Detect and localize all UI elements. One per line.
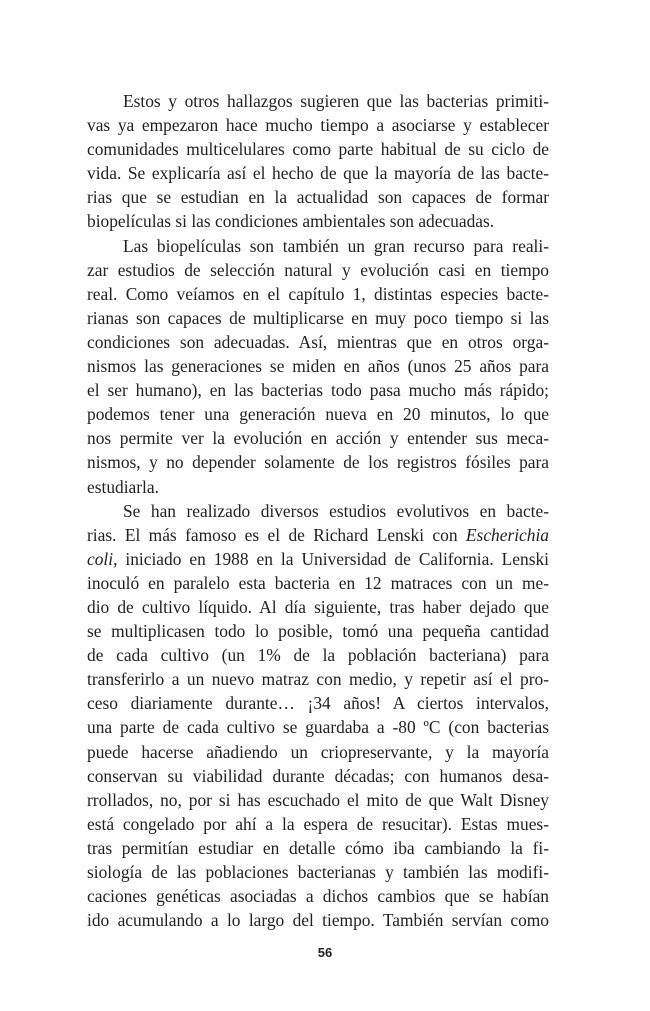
text-line: nos permite ver la evolución en acción y entender sus meca- [87, 428, 549, 449]
paragraph-1 [87, 89, 549, 234]
text-line: tras permitían estudiar en detalle cómo iba cambiando la fi- [87, 837, 549, 858]
text-line: real. Como veíamos en el capítulo 1, distintas especies bacte- [87, 283, 549, 304]
text-line: de cada cultivo (un 1% de la población bacteriana) para [87, 645, 549, 666]
text-line: inoculó en paralelo esta bacteria en 12 matraces con un me- [87, 572, 549, 593]
paragraph-3 [87, 499, 549, 933]
body-text [87, 89, 549, 932]
text-line: una parte de cada cultivo se guardaba a -80 ºC (con bacterias [87, 717, 549, 738]
text-line: dio de cultivo líquido. Al día siguiente, tras haber dejado que [87, 596, 549, 617]
text-line: ido acumulando a lo largo del tiempo. También servían como [87, 910, 549, 931]
text-run: , iniciado en 1988 en la Universidad de California. Lenski [113, 548, 549, 569]
text-line: está congelado por ahí a la espera de resucitar). Estas mues- [87, 813, 549, 834]
text-line: transferirlo a un nuevo matraz con medio, y repetir así el pro- [87, 669, 549, 690]
species-name-italic: coli [87, 548, 114, 569]
text-line: vida. Se explicaría así el hecho de que la mayoría de las bacte- [87, 163, 549, 184]
text-line: vas ya empezaron hace mucho tiempo a asociarse y establecer [87, 115, 549, 136]
text-line: ceso diariamente durante… ¡34 años! A ciertos intervalos, [87, 693, 549, 714]
text-line: condiciones son adecuadas. Así, mientras que en otros orga- [87, 331, 549, 352]
text-line: puede hacerse añadiendo un criopreservante, y la mayoría [87, 741, 549, 762]
text-line [87, 523, 549, 547]
text-line: rias que se estudian en la actualidad son capaces de formar [87, 187, 549, 208]
page-number: 56 [317, 945, 333, 960]
text-line: biopelículas si las condiciones ambientales son adecuadas. [87, 211, 495, 232]
text-line: siología de las poblaciones bacterianas y también las modifi- [87, 862, 549, 882]
text-line: nismos las generaciones se miden en años (unos 25 años para [87, 356, 549, 377]
text-line: conservan su viabilidad durante décadas; con humanos desa- [87, 765, 549, 786]
text-line: el ser humano), en las bacterias todo pasa mucho más rápido; [87, 380, 549, 401]
text-line: zar estudios de selección natural y evolución casi en tiempo [87, 259, 549, 280]
text-line: comunidades multicelulares como parte habitual de su ciclo de [87, 139, 549, 160]
text-run: rias. El más famoso es el de Richard Lenski con [87, 524, 466, 545]
text-line: rianas son capaces de multiplicarse en muy poco tiempo si las [87, 307, 549, 328]
text-line: caciones genéticas asociadas a dichos cambios que se habían [87, 886, 549, 907]
text-line: nismos, y no depender solamente de los registros fósiles para [87, 452, 549, 473]
species-name-italic: Escherichia [465, 524, 549, 545]
text-line: estudiarla. [87, 476, 159, 497]
text-line: Se han realizado diversos estudios evolutivos en bacte- [123, 500, 549, 521]
text-line: Las biopelículas son también un gran recurso para reali- [123, 235, 549, 256]
text-line [87, 547, 549, 571]
text-line: se multiplicasen todo lo posible, tomó una pequeña cantidad [87, 621, 549, 642]
text-line: rrollados, no, por si has escuchado el mito de que Walt Disney [87, 789, 549, 810]
paragraph-2 [87, 234, 549, 499]
text-line: Estos y otros hallazgos sugieren que las bacterias primiti- [123, 91, 549, 111]
text-line: podemos tener una generación nueva en 20 minutos, lo que [87, 404, 549, 425]
